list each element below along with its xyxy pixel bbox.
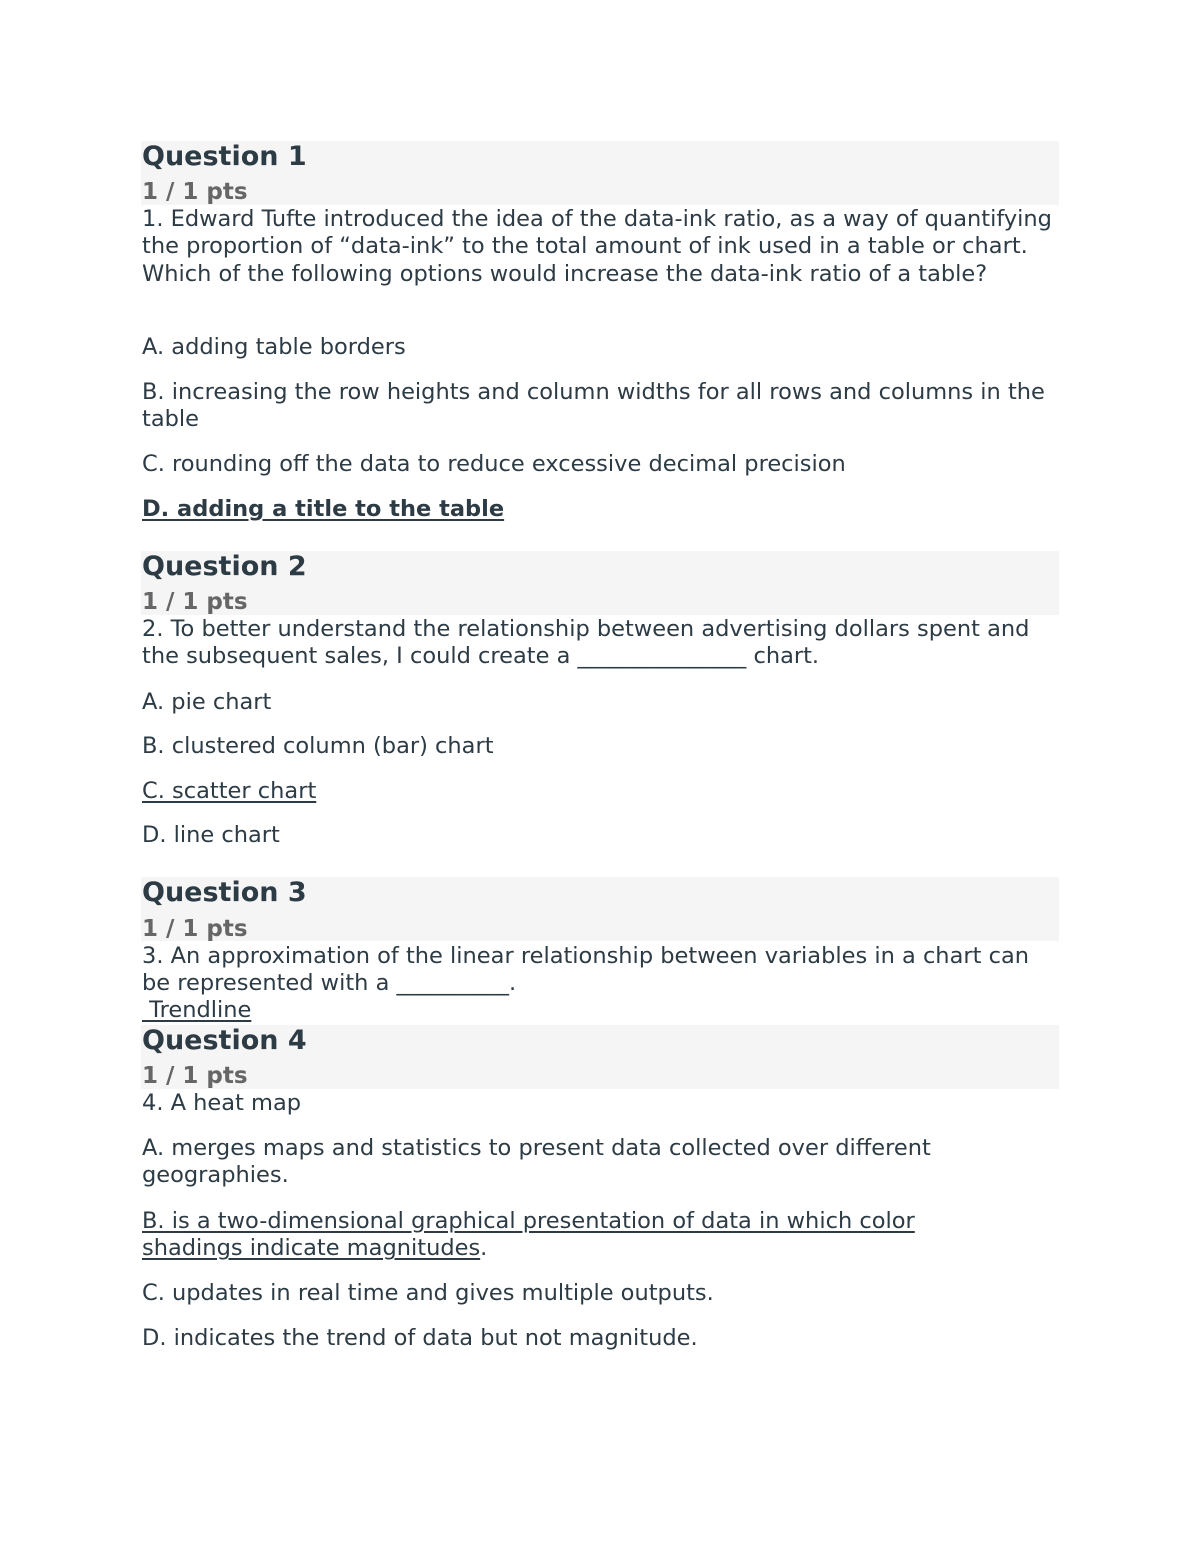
question-2-title: Question 2 bbox=[142, 551, 307, 582]
question-2-option-a: A. pie chart bbox=[142, 689, 272, 715]
question-1-text: 1. Edward Tufte introduced the idea of the data-ink ratio, as a way of quantifying the proportion of “data-ink” to the total amount of ink used in a table or chart. Which of the following options would increase the data-ink ratio of a table? bbox=[142, 206, 1052, 287]
question-2-points: 1 / 1 pts bbox=[142, 589, 248, 615]
question-3-title: Question 3 bbox=[142, 877, 307, 908]
question-3-text: 3. An approximation of the linear relationship between variables in a chart can be represented with a __________. bbox=[142, 943, 1030, 997]
question-2-option-b: B. clustered column (bar) chart bbox=[142, 733, 494, 759]
question-4-option-b-period: . bbox=[480, 1235, 488, 1262]
question-2-option-c bbox=[142, 778, 1052, 805]
question-4-title: Question 4 bbox=[142, 1025, 307, 1056]
question-3-answer-text: Trendline bbox=[142, 997, 252, 1023]
question-2-option-d: D. line chart bbox=[142, 822, 280, 848]
question-1-option-d bbox=[142, 496, 1052, 523]
question-2-text: 2. To better understand the relationship between advertising dollars spent and the subsequent sales, I could create a _______________ chart. bbox=[142, 616, 1030, 670]
question-3-answer bbox=[142, 997, 1052, 1024]
question-3-points: 1 / 1 pts bbox=[142, 916, 248, 942]
question-1-selected-answer: D. adding a title to the table bbox=[142, 496, 505, 522]
question-1-option-b: B. increasing the row heights and column widths for all rows and columns in the table bbox=[142, 379, 1045, 433]
question-1-title: Question 1 bbox=[142, 141, 307, 172]
question-1-option-a: A. adding table borders bbox=[142, 334, 406, 360]
question-1-points: 1 / 1 pts bbox=[142, 179, 248, 205]
question-4-points: 1 / 1 pts bbox=[142, 1063, 248, 1089]
question-4-option-a: A. merges maps and statistics to present data collected over different geographies. bbox=[142, 1135, 931, 1189]
question-4-selected-answer: B. is a two-dimensional graphical presentation of data in which color shadings indicate magnitudes bbox=[142, 1208, 915, 1262]
question-4-text: 4. A heat map bbox=[142, 1090, 302, 1116]
question-1-option-c: C. rounding off the data to reduce excessive decimal precision bbox=[142, 451, 846, 477]
question-4-option-d: D. indicates the trend of data but not magnitude. bbox=[142, 1325, 698, 1351]
question-4-option-b bbox=[142, 1208, 972, 1263]
question-2-selected-answer: C. scatter chart bbox=[142, 778, 317, 804]
question-4-option-c: C. updates in real time and gives multiple outputs. bbox=[142, 1280, 714, 1306]
